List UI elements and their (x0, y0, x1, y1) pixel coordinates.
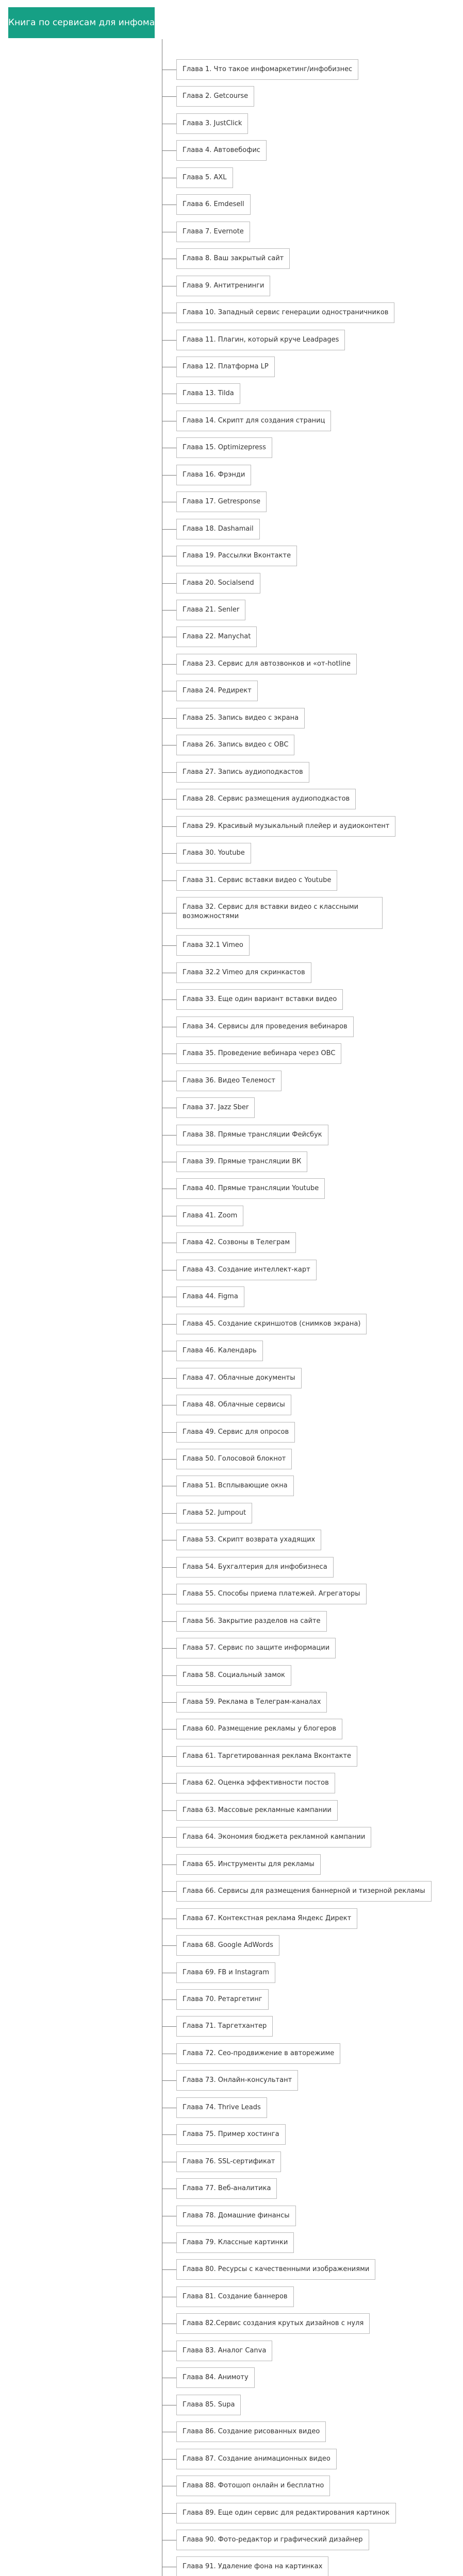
chapter-node[interactable]: Глава 32.1 Vimeo (176, 935, 250, 956)
chapter-node[interactable]: Глава 89. Еще один сервис для редактирования картинок (176, 2503, 396, 2523)
branch-connector (162, 1621, 176, 1622)
chapter-node[interactable]: Глава 24. Редирект (176, 681, 258, 701)
chapter-node[interactable]: Глава 26. Запись видео с OBC (176, 735, 294, 755)
chapter-node[interactable]: Глава 36. Видео Телемост (176, 1071, 282, 1091)
chapter-node[interactable]: Глава 72. Сео-продвижение в авторежиме (176, 2043, 340, 2064)
chapter-node[interactable]: Глава 57. Сервис по защите информации (176, 1638, 336, 1658)
branch-connector (162, 96, 176, 97)
chapter-node[interactable]: Глава 7. Evernote (176, 222, 250, 242)
chapter-node[interactable]: Глава 5. АХL (176, 167, 233, 188)
chapter-node[interactable]: Глава 87. Создание анимационных видео (176, 2449, 337, 2469)
branch-connector (162, 853, 176, 854)
branch-connector (162, 1648, 176, 1649)
branch-connector (162, 664, 176, 665)
branch-connector (162, 150, 176, 151)
chapter-node[interactable]: Глава 35. Проведение вебинара через OBC (176, 1043, 341, 1064)
branch-connector (162, 340, 176, 341)
chapter-node[interactable]: Глава 27. Запись аудиоподкастов (176, 762, 309, 783)
root-title: Книга по сервисам для инфомаркетинга 2023 (8, 18, 223, 28)
chapter-node[interactable]: Глава 25. Запись видео с экрана (176, 708, 305, 728)
chapter-node[interactable]: Глава 41. Zoom (176, 1206, 243, 1226)
branch-connector (162, 1729, 176, 1730)
chapter-node[interactable]: Глава 39. Прямые трансляции ВК (176, 1151, 307, 1172)
chapter-node[interactable]: Глава 77. Веб-аналитика (176, 2178, 277, 2199)
branch-connector (162, 1945, 176, 1946)
branch-connector (162, 945, 176, 946)
branch-connector (162, 1999, 176, 2000)
chapter-node[interactable]: Глава 56. Закрытие разделов на сайте (176, 1611, 327, 1632)
branch-connector (162, 2080, 176, 2081)
branch-connector (162, 610, 176, 611)
branch-connector (162, 2513, 176, 2514)
chapter-node[interactable]: Глава 33. Еще один вариант вставки видео (176, 989, 343, 1010)
chapter-node[interactable]: Глава 60. Размещение рекламы у блогеров (176, 1719, 342, 1739)
chapter-node[interactable]: Глава 74. Thrive Leads (176, 2097, 267, 2118)
branch-connector (162, 1324, 176, 1325)
chapter-node[interactable]: Глава 58. Социальный замок (176, 1665, 291, 1686)
chapter-node[interactable]: Глава 51. Всплывающие окна (176, 1476, 294, 1496)
chapter-node[interactable]: Глава 53. Скрипт возврата ухадящих (176, 1530, 321, 1550)
chapter-node[interactable]: Глава 75. Пример хостинга (176, 2124, 286, 2145)
chapter-node[interactable]: Глава 81. Создание баннеров (176, 2286, 294, 2307)
branch-connector (162, 772, 176, 773)
branch-connector (162, 529, 176, 530)
branch-connector (162, 718, 176, 719)
chapter-node[interactable]: Глава 85. Supa (176, 2395, 241, 2415)
chapter-node[interactable]: Глава 71. Таргетхантер (176, 2016, 273, 2037)
branch-connector (162, 999, 176, 1000)
chapter-node[interactable]: Глава 67. Контекстная реклама Яндекс Директ (176, 1908, 357, 1929)
branch-connector (162, 1135, 176, 1136)
chapter-node[interactable]: Глава 38. Прямые трансляции Фейсбук (176, 1125, 328, 1145)
chapter-node[interactable]: Глава 50. Голосовой блокнот (176, 1449, 292, 1469)
chapter-node[interactable]: Глава 14. Скрипт для создания страниц (176, 411, 331, 431)
chapter-node[interactable]: Глава 69. FB и Instagram (176, 1962, 275, 1983)
chapter-node[interactable]: Глава 48. Облачные сервисы (176, 1395, 291, 1415)
chapter-node[interactable]: Глава 64. Экономия бюджета рекламной кампании (176, 1827, 371, 1848)
chapter-node[interactable]: Глава 17. Getresponse (176, 492, 267, 512)
chapter-node[interactable]: Глава 1. Что такое инфомаркетинг/инфобизнес (176, 59, 358, 80)
chapter-node[interactable]: Глава 68. Google AdWords (176, 1935, 279, 1956)
chapter-node[interactable]: Глава 19. Рассылки Вконтакте (176, 546, 297, 566)
branch-connector (162, 1459, 176, 1460)
branch-connector (162, 1675, 176, 1676)
chapter-node[interactable]: Глава 62. Оценка эффективности постов (176, 1773, 335, 1793)
branch-connector (162, 475, 176, 476)
branch-connector (162, 1702, 176, 1703)
branch-connector (162, 1594, 176, 1595)
chapter-node[interactable]: Глава 52. Jumpout (176, 1503, 252, 1523)
chapter-node[interactable]: Глава 2. Getcourse (176, 86, 254, 107)
branch-connector (162, 2026, 176, 2027)
chapter-node[interactable]: Глава 63. Массовые рекламные кампании (176, 1800, 338, 1821)
chapter-node[interactable]: Глава 4. Автовебофис (176, 140, 267, 161)
chapter-node[interactable]: Глава 82.Сервис создания крутых дизайнов с нуля (176, 2313, 370, 2334)
branch-connector (162, 1810, 176, 1811)
chapter-node[interactable]: Глава 90. Фото-редактор и графический дизайнер (176, 2530, 369, 2550)
chapter-node[interactable]: Глава 18. Dashamail (176, 519, 260, 539)
chapter-node[interactable]: Глава 22. Manychat (176, 626, 257, 647)
chapter-node[interactable]: Глава 3. JustClick (176, 113, 248, 134)
chapter-node[interactable]: Глава 45. Создание скриншотов (снимков экрана) (176, 1314, 367, 1334)
chapter-node[interactable]: Глава 15. Optimizepress (176, 437, 272, 458)
branch-connector (162, 2459, 176, 2460)
chapter-node[interactable]: Глава 83. Аналог Canva (176, 2341, 272, 2361)
branch-connector (162, 2269, 176, 2270)
branch-connector (162, 1783, 176, 1784)
branch-connector (162, 1378, 176, 1379)
branch-connector (162, 826, 176, 827)
chapter-node[interactable]: Глава 28. Сервис размещения аудиоподкастов (176, 789, 356, 809)
branch-connector (162, 1891, 176, 1892)
chapter-node[interactable]: Глава 88. Фотошоп онлайн и бесплатно (176, 2476, 330, 2496)
chapter-node[interactable]: Глава 65. Инструменты для рекламы (176, 1854, 321, 1875)
chapter-node[interactable]: Глава 78. Домашние финансы (176, 2206, 296, 2226)
chapter-node[interactable]: Глава 31. Сервис вставки видео с Youtube (176, 870, 337, 891)
chapter-node[interactable]: Глава 16. Фрэнди (176, 465, 251, 485)
branch-connector (162, 583, 176, 584)
chapter-node[interactable]: Глава 46. Календарь (176, 1341, 263, 1361)
chapter-node[interactable]: Глава 21. Senler (176, 600, 245, 620)
chapter-node[interactable]: Глава 12. Платформа LP (176, 357, 275, 377)
chapter-node[interactable]: Глава 40. Прямые трансляции Youtube (176, 1178, 325, 1199)
chapter-node[interactable]: Глава 13. Tilda (176, 383, 240, 404)
branch-connector (162, 799, 176, 800)
chapter-node[interactable]: Глава 80. Ресурсы с качественными изображениями (176, 2259, 375, 2280)
chapter-node[interactable]: Глава 34. Сервисы для проведения вебинаров (176, 1016, 354, 1037)
chapter-node[interactable]: Глава 10. Западный сервис генерации одностраничников (176, 302, 394, 323)
chapter-node[interactable]: Глава 11. Плагин, который круче Leadpages (176, 330, 345, 350)
chapter-node[interactable]: Глава 47. Облачные документы (176, 1368, 302, 1388)
chapter-node[interactable]: Глава 23. Сервис для автозвонков и «от-hotline (176, 654, 357, 674)
chapter-node[interactable]: Глава 91. Удаление фона на картинках (176, 2556, 328, 2576)
chapter-node[interactable]: Глава 54. Бухгалтерия для инфобизнеса (176, 1557, 334, 1578)
branch-connector (162, 1756, 176, 1757)
chapter-node[interactable]: Глава 86. Создание рисованных видео (176, 2421, 326, 2442)
chapter-node[interactable]: Глава 66. Сервисы для размещения баннерной и тизерной рекламы (176, 1881, 432, 1902)
chapter-node[interactable]: Глава 9. Антитренинги (176, 276, 270, 296)
chapter-node[interactable]: Глава 84. Анимоту (176, 2367, 255, 2388)
chapter-node[interactable]: Глава 73. Онлайн-консультант (176, 2070, 298, 2091)
chapter-node[interactable]: Глава 6. Emdesell (176, 194, 251, 215)
branch-connector (162, 880, 176, 881)
chapter-node[interactable]: Глава 70. Ретаргетинг (176, 1989, 269, 2010)
branch-connector (162, 1567, 176, 1568)
chapter-node[interactable]: Глава 55. Способы приема платежей. Агрегаторы (176, 1584, 367, 1604)
chapter-node[interactable]: Глава 76. SSL-сертификат (176, 2151, 281, 2172)
chapter-node[interactable]: Глава 32.2 Vimeo для скринкастов (176, 962, 311, 983)
chapter-node[interactable]: Глава 59. Реклама в Телеграм-каналах (176, 1692, 327, 1713)
chapter-node[interactable]: Глава 43. Создание интеллект-карт (176, 1260, 317, 1280)
chapter-node[interactable]: Глава 20. Socialsend (176, 573, 260, 594)
branch-connector (162, 1432, 176, 1433)
chapter-node[interactable]: Глава 49. Сервис для опросов (176, 1422, 295, 1443)
chapter-node[interactable]: Глава 79. Классные картинки (176, 2232, 294, 2253)
branch-connector (162, 2134, 176, 2135)
chapter-node[interactable]: Глава 30. Youtube (176, 843, 251, 863)
chapter-node[interactable]: Глава 44. Figma (176, 1286, 244, 1307)
chapter-node[interactable]: Глава 8. Ваш закрытый сайт (176, 248, 290, 269)
branch-connector (162, 1513, 176, 1514)
chapter-node[interactable]: Глава 32. Сервис для вставки видео с классными возможностями (176, 897, 383, 929)
chapter-node[interactable]: Глава 61. Таргетированная реклама Вконтакте (176, 1746, 357, 1767)
chapter-node[interactable]: Глава 29. Красивый музыкальный плейер и аудиоконтент (176, 816, 395, 837)
chapter-node[interactable]: Глава 37. Jazz Sber (176, 1097, 255, 1118)
branch-connector (162, 1837, 176, 1838)
chapter-node[interactable]: Глава 42. Созвоны в Телеграм (176, 1232, 296, 1253)
